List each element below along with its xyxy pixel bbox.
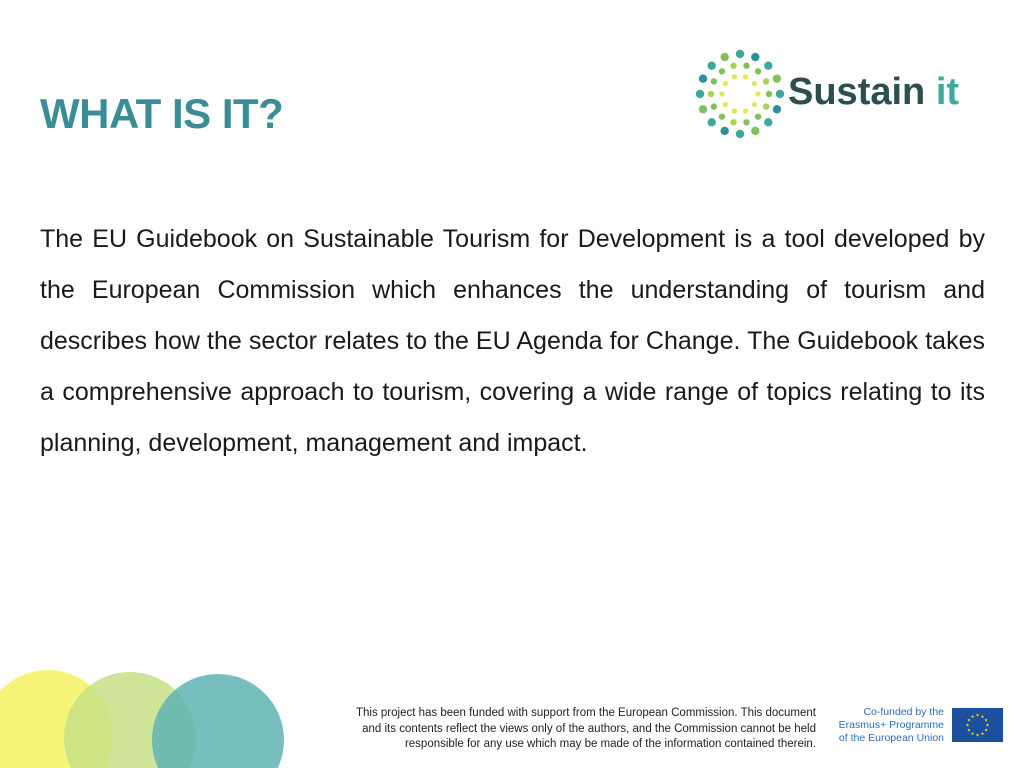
eu-star-icon: ★ bbox=[966, 728, 971, 734]
cofunded-line: Co-funded by the bbox=[863, 706, 944, 718]
disclaimer-line: This project has been funded with support from the European Commission. This document bbox=[355, 707, 816, 719]
logo-dot bbox=[752, 81, 757, 86]
logo-dot bbox=[773, 74, 781, 82]
logo-dot bbox=[708, 91, 714, 97]
logo-word-it: it bbox=[935, 71, 960, 113]
logo-dot bbox=[699, 105, 707, 113]
eu-star-icon: ★ bbox=[970, 714, 975, 720]
logo-dot bbox=[699, 74, 707, 82]
logo-dot bbox=[719, 68, 725, 74]
logo-dot bbox=[773, 105, 781, 113]
slide-title: WHAT IS IT? bbox=[40, 90, 284, 137]
logo-dot bbox=[755, 68, 761, 74]
funding-disclaimer bbox=[290, 706, 816, 753]
logo-dot bbox=[732, 109, 737, 114]
logo-dot bbox=[743, 109, 748, 114]
logo-dot bbox=[723, 81, 728, 86]
logo-dot bbox=[764, 62, 772, 70]
logo-dot bbox=[776, 90, 784, 98]
sustain-it-logo bbox=[690, 44, 1000, 144]
cofunded-label bbox=[826, 706, 944, 745]
logo-dot bbox=[730, 63, 736, 69]
logo-dot bbox=[719, 113, 725, 119]
disclaimer-line: and its contents reflect the views only of the authors, and the Commission cannot be held bbox=[362, 722, 816, 735]
logo-dot bbox=[763, 103, 769, 109]
logo-dot bbox=[751, 53, 759, 61]
logo-dot bbox=[743, 74, 748, 79]
logo-dot bbox=[720, 53, 728, 61]
logo-dot bbox=[696, 90, 704, 98]
dotted-sun-logo-icon bbox=[690, 44, 790, 144]
logo-dot bbox=[708, 118, 716, 126]
eu-star-icon: ★ bbox=[984, 718, 989, 724]
body-paragraph: The EU Guidebook on Sustainable Tourism for Development is a tool developed by the European Commission which enhances the understanding of tourism and describes how the sector relates to the EU Agenda for Change. The Guidebook takes a comprehensive approach to tourism, covering a wide range of topics relating to its planning, development, management and impact. bbox=[40, 225, 985, 457]
eu-star-icon: ★ bbox=[975, 733, 980, 739]
logo-dot bbox=[763, 78, 769, 84]
eu-star-icon: ★ bbox=[966, 718, 971, 724]
eu-star-icon: ★ bbox=[975, 713, 980, 719]
logo-dot bbox=[736, 130, 744, 138]
logo-dot bbox=[743, 119, 749, 125]
logo-dot bbox=[752, 102, 757, 107]
eu-flag-icon bbox=[952, 708, 1003, 742]
eu-star-icon: ★ bbox=[980, 732, 985, 738]
logo-dot bbox=[743, 63, 749, 69]
eu-star-icon: ★ bbox=[984, 728, 989, 734]
logo-dot bbox=[751, 127, 759, 135]
logo-dot bbox=[730, 119, 736, 125]
logo-dot bbox=[719, 91, 724, 96]
eu-star-icon: ★ bbox=[970, 732, 975, 738]
cofunded-line: Erasmus+ Programme bbox=[838, 719, 944, 731]
eu-star-icon: ★ bbox=[965, 723, 970, 729]
eu-star-icon: ★ bbox=[985, 723, 990, 729]
logo-dot bbox=[708, 62, 716, 70]
logo-dot bbox=[723, 102, 728, 107]
logo-dot bbox=[732, 74, 737, 79]
logo-dot bbox=[736, 50, 744, 58]
disclaimer-line: responsible for any use which may be made of the information contained therein. bbox=[404, 738, 816, 750]
logo-dot bbox=[755, 91, 760, 96]
eu-star-icon: ★ bbox=[980, 714, 985, 720]
logo-wordmark bbox=[788, 70, 959, 114]
cofunded-line: of the European Union bbox=[838, 732, 944, 744]
logo-dot bbox=[766, 91, 772, 97]
logo-dot bbox=[755, 113, 761, 119]
logo-dot bbox=[711, 103, 717, 109]
logo-dot bbox=[764, 118, 772, 126]
logo-dot bbox=[720, 127, 728, 135]
overlapping-circles-icon bbox=[0, 660, 300, 768]
logo-word-sustain: Sustain bbox=[788, 71, 926, 113]
logo-dot bbox=[711, 78, 717, 84]
